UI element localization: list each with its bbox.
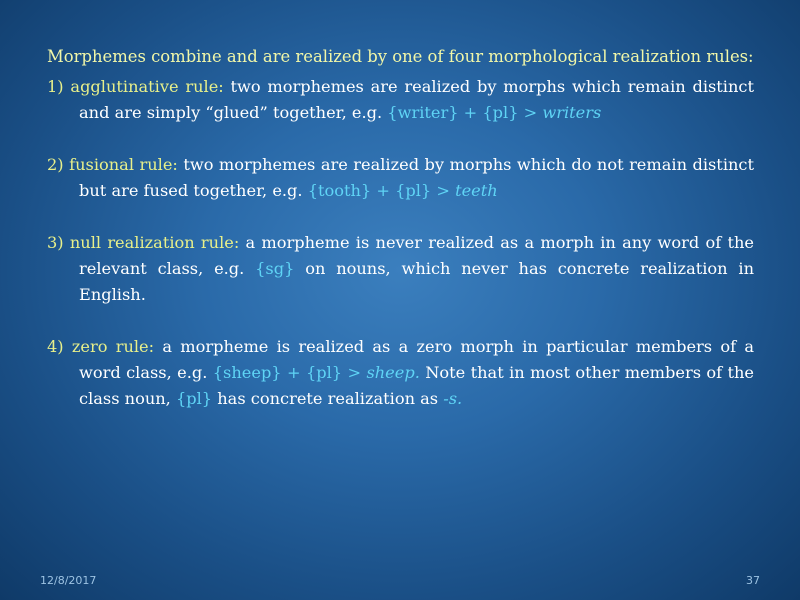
example-result: teeth: [455, 181, 498, 200]
suffix-example: -s.: [443, 389, 463, 408]
rule-number: 4): [47, 337, 64, 356]
slide-number: 37: [746, 574, 760, 587]
operator: +: [281, 363, 306, 382]
rule-agglutinative: [47, 74, 754, 126]
morpheme: {pl}: [305, 363, 343, 382]
operator: >: [518, 103, 543, 122]
morpheme: {sg}: [255, 259, 295, 278]
rule-number: 1): [47, 77, 64, 96]
rule-text: two morphemes are realized by morphs which do not remain distinct but are fused together, e.g.: [79, 155, 754, 200]
rule-name: fusional rule:: [69, 155, 178, 174]
rule-text: a morpheme is never realized as a morph in any word of the relevant class, e.g.: [79, 233, 754, 278]
operator: >: [342, 363, 367, 382]
morpheme: {writer}: [387, 103, 459, 122]
rule-fusional: [47, 152, 754, 204]
rule-text: Note that in most other members of the class noun,: [79, 363, 755, 408]
intro-text: Morphemes combine and are realized by one of four morphological realization rules:: [47, 47, 754, 66]
morpheme: {sheep}: [212, 363, 282, 382]
rule-text: on nouns, which never has concrete realization in English.: [79, 259, 754, 304]
operator: >: [431, 181, 456, 200]
rule-text: two morphemes are realized by morphs which remain distinct and are simply “glued” together, e.g.: [79, 77, 754, 122]
slide-date: 12/8/2017: [40, 574, 97, 587]
morpheme: {tooth}: [307, 181, 372, 200]
rule-name: agglutinative rule:: [70, 77, 224, 96]
morpheme: {pl}: [395, 181, 432, 200]
rule-text: a morpheme is realized as a zero morph in particular members of a word class, e.g.: [79, 337, 754, 382]
morpheme: {pl}: [175, 389, 213, 408]
rule-name: null realization rule:: [69, 233, 240, 252]
rule-text: has concrete realization as: [212, 389, 444, 408]
rule-number: 2): [47, 155, 64, 174]
rule-name: zero rule:: [71, 337, 155, 356]
rule-zero: [47, 334, 754, 412]
operator: +: [371, 181, 396, 200]
rule-null-realization: [47, 230, 754, 308]
rule-number: 3): [47, 233, 64, 252]
example-result: sheep.: [366, 363, 420, 382]
morpheme: {pl}: [482, 103, 519, 122]
slide-body: [47, 44, 754, 412]
example-result: writers: [542, 103, 602, 122]
operator: +: [458, 103, 483, 122]
